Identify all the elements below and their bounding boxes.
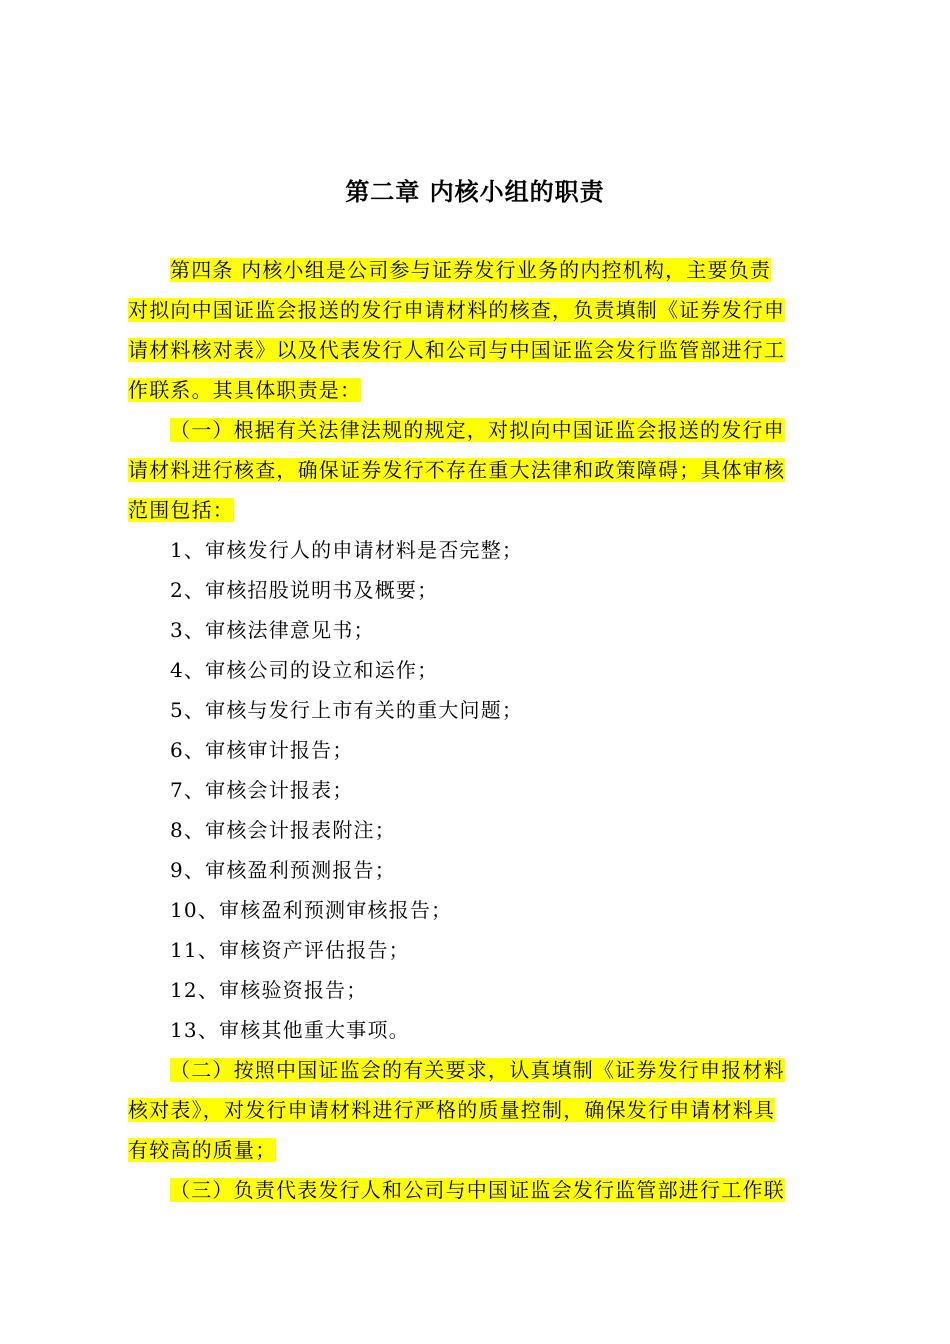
highlighted-text: 请材料进行核查，确保证券发行不存在重大法律和政策障碍；具体审核	[128, 458, 786, 482]
text-line	[170, 734, 870, 766]
line-text: 9、审核盈利预测报告；	[170, 858, 396, 882]
text-line	[128, 294, 828, 326]
text-line	[170, 814, 870, 846]
text-line	[170, 574, 870, 606]
highlighted-text: （二）按照中国证监会的有关要求，认真填制《证券发行申报材料	[170, 1058, 785, 1082]
highlighted-text: 请材料核对表》以及代表发行人和公司与中国证监会发行监管部进行工	[128, 338, 786, 362]
line-text: 12、审核验资报告；	[170, 978, 368, 1002]
text-line	[170, 894, 870, 926]
line-text: 4、审核公司的设立和运作；	[170, 658, 439, 682]
highlighted-text: 核对表》，对发行申请材料进行严格的质量控制，确保发行申请材料具	[128, 1098, 776, 1122]
text-line	[128, 374, 828, 406]
highlighted-text: 范围包括：	[128, 498, 234, 522]
highlighted-text: 对拟向中国证监会报送的发行申请材料的核查，负责填制《证券发行申	[128, 298, 786, 322]
highlighted-text: （一）根据有关法律法规的规定，对拟向中国证监会报送的发行申	[170, 418, 785, 442]
line-text: 2、审核招股说明书及概要；	[170, 578, 439, 602]
line-text: 5、审核与发行上市有关的重大问题；	[170, 698, 524, 722]
line-text: 11、审核资产评估报告；	[170, 938, 410, 962]
line-text: 1、审核发行人的申请材料是否完整；	[170, 538, 524, 562]
text-line	[170, 694, 870, 726]
text-line	[128, 1094, 828, 1126]
text-line	[128, 494, 828, 526]
line-text: 10、审核盈利预测审核报告；	[170, 898, 453, 922]
line-text: 6、审核审计报告；	[170, 738, 354, 762]
text-line	[170, 654, 870, 686]
line-text: 8、审核会计报表附注；	[170, 818, 396, 842]
chapter-title: 第二章 内核小组的职责	[345, 178, 605, 206]
text-line	[170, 534, 870, 566]
text-line	[170, 854, 870, 886]
highlighted-text: 有较高的质量；	[128, 1138, 277, 1162]
text-line	[170, 414, 870, 446]
highlighted-text: （三）负责代表发行人和公司与中国证监会发行监管部进行工作联	[170, 1178, 785, 1202]
text-line	[170, 934, 870, 966]
text-line	[170, 1014, 870, 1046]
text-line	[128, 334, 828, 366]
text-line	[128, 454, 828, 486]
highlighted-text: 第四条 内核小组是公司参与证券发行业务的内控机构，主要负责	[170, 258, 772, 282]
line-text: 7、审核会计报表；	[170, 778, 354, 802]
text-line	[170, 774, 870, 806]
highlighted-text: 作联系。其具体职责是：	[128, 378, 362, 402]
text-line	[128, 1134, 828, 1166]
text-line	[170, 614, 870, 646]
line-text: 3、审核法律意见书；	[170, 618, 375, 642]
line-text: 13、审核其他重大事项。	[170, 1018, 410, 1042]
text-line	[170, 254, 870, 286]
text-line	[170, 1054, 870, 1086]
text-line	[170, 1174, 870, 1206]
text-line	[170, 974, 870, 1006]
